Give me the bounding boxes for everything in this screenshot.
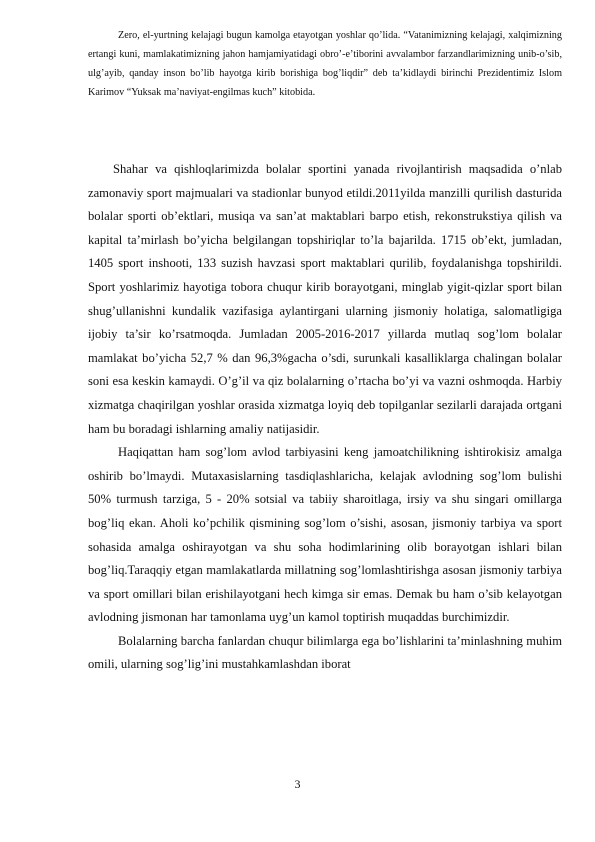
paragraph-1: Shahar va qishloqlarimizda bolalar sportini yanada rivojlantirish maqsadida o’nlab zamonaviy sport majmualari va stadionlar bunyod etildi.2011yilda manzilli qurilish dasturida bolalar sporti ob’ektlari, musiqa va san’at maktablari barpo etish, rekonstrukstiya qilish va kapital ta’mirlash bo’yicha belgilangan topshiriqlar to’la bajarilda. 1715 ob’ekt, jumladan, 1405 sport inshooti, 133 suzish havzasi sport maktablari qurilib, foydalanishga topshirildi. Sport yoshlarimiz hayotiga tobora chuqur kirib borayotgani, minglab yigit-qizlar sport bilan shug’ullanishni kundalik vazifasiga aylantirgani ularning jismoniy holatiga, salomatligiga ijobiy ta’sir ko’rsatmoqda. Jumladan 2005-2016-2017 yillarda mutlaq sog’lom bolalar mamlakat bo’yicha 52,7 % dan 96,3%gacha o’sdi, surunkali kasalliklarga chalingan bolalar soni esa keskin kamaydi. O’g’il va qiz bolalarning o’rtacha bo’yi va vazni oshmoqda. Harbiy xizmatga chaqirilgan yoshlar orasida xizmatga loyiq deb topilganlar sezilarli darajada ortgani ham bu boradagi ishlarning amaliy natijasidir. [88, 162, 562, 436]
paragraph-3: Bolalarning barcha fanlardan chuqur bilimlarga ega bo’lishlarini ta’minlashning muhim omili, ularning sog’lig’ini mustahkamlashdan iborat [88, 633, 562, 672]
body-text [88, 158, 562, 677]
epigraph-quote: Zero, el-yurtning kelajagi bugun kamolga etayotgan yoshlar qo’lida. “Vatanimizning kelajagi, xalqimizning ertangi kuni, mamlakatimizning jahon hamjamiyatidagi obro’-e’tiborini avvalambor farzandlarimizning unib-o’sib, ulg’ayib, qanday inson bo’lib hayotga kirib borishiga bog’liqdir” deb ta’kidlaydi birinchi Prezidentimiz Islom Karimov “Yuksak ma’naviyat-engilmas kuch” kitobida. [88, 30, 562, 98]
page-number: 3 [294, 777, 301, 791]
paragraph-2: Haqiqattan ham sog’lom avlod tarbiyasini keng jamoatchilikning ishtirokisiz amalga oshirib bo’lmaydi. Mutaxasislarning tasdiqlashlaricha, kelajak avlodning sog’lom bulishi 50% turmush tarziga, 5 - 20% sotsial va tabiiy sharoitlaga, irsiy va shu singari omillarga bog’liq ekan. Aholi ko’pchilik qismining sog’lom o’sishi, asosan, jismoniy tarbiya va sport sohasida amalga oshirayotgan va shu soha hodimlarining olib borayotgan ishlari bilan bog’liq.Taraqqiy etgan mamlakatlarda millatning sog’lomlashtirishga asosan jismoniy tarbiya va sport omillari bilan erishilayotgani hech kimga sir emas. Demak bu ham o’sib kelayotgan avlodning jismonan har tamonlama uyg’un kamol toptirish muqaddas burchimizdir. [88, 445, 562, 625]
